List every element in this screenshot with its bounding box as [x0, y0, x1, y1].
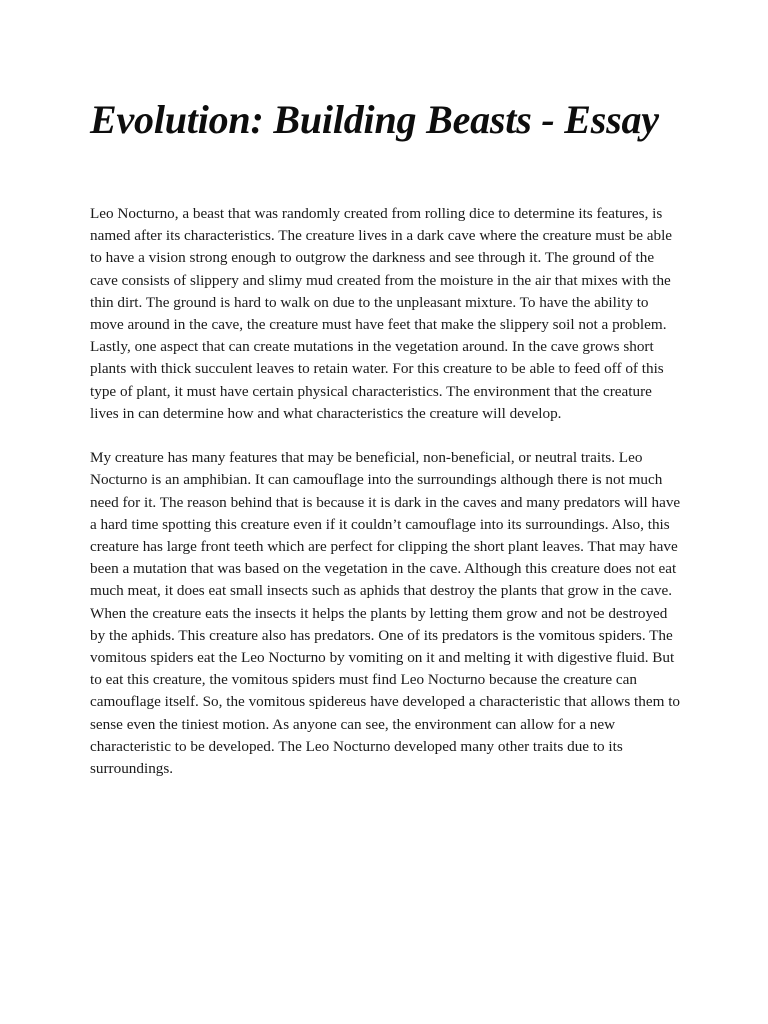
paragraph-features: My creature has many features that may be beneficial, non-beneficial, or neutral traits. Leo Nocturno is an amphibian. It can camouflage into the surroundings although there is not much need for it. The reason behind that is because it is dark in the caves and many predators will have a hard time spotting this creature even if it couldn’t camouflage into its surroundings. Also, this creature has large front teeth which are perfect for clipping the short plant leaves. That may have been a mutation that was based on the vegetation in the cave. Although this creature does not eat much meat, it does eat small insects such as aphids that destroy the plants that grow in the cave. When the creature eats the insects it helps the plants by letting them grow and not be destroyed by the aphids. This creature also has predators. One of its predators is the vomitous spiders. The vomitous spiders eat the Leo Nocturno by vomiting on it and melting it with digestive fluid. But to eat this creature, the vomitous spiders must find Leo Nocturno because the creature can camouflage itself. So, the vomitous spidereus have developed a characteristic that allows them to sense even the tiniest motion. As anyone can see, the environment can allow for a new characteristic to be developed. The Leo Nocturno developed many other traits due to its surroundings. — [90, 449, 681, 778]
essay-body — [90, 203, 682, 802]
page-title: Evolution: Building Beasts - Essay — [90, 97, 659, 142]
paragraph-intro: Leo Nocturno, a beast that was randomly created from rolling dice to determine its features, is named after its characteristics. The creature lives in a dark cave where the creature must be able to have a vision strong enough to outgrow the darkness and see through it. The ground of the cave consists of slippery and slimy mud created from the moisture in the air that mixes with the thin dirt. The ground is hard to walk on due to the unpleasant mixture. To have the ability to move around in the cave, the creature must have feet that make the slippery soil not a problem. Lastly, one aspect that can create mutations in the vegetation around. In the cave grows short plants with thick succulent leaves to retain water. For this creature to be able to feed off of this type of plant, it must have certain physical characteristics. The environment that the creature lives in can determine how and what characteristics the creature will develop. — [90, 205, 673, 422]
